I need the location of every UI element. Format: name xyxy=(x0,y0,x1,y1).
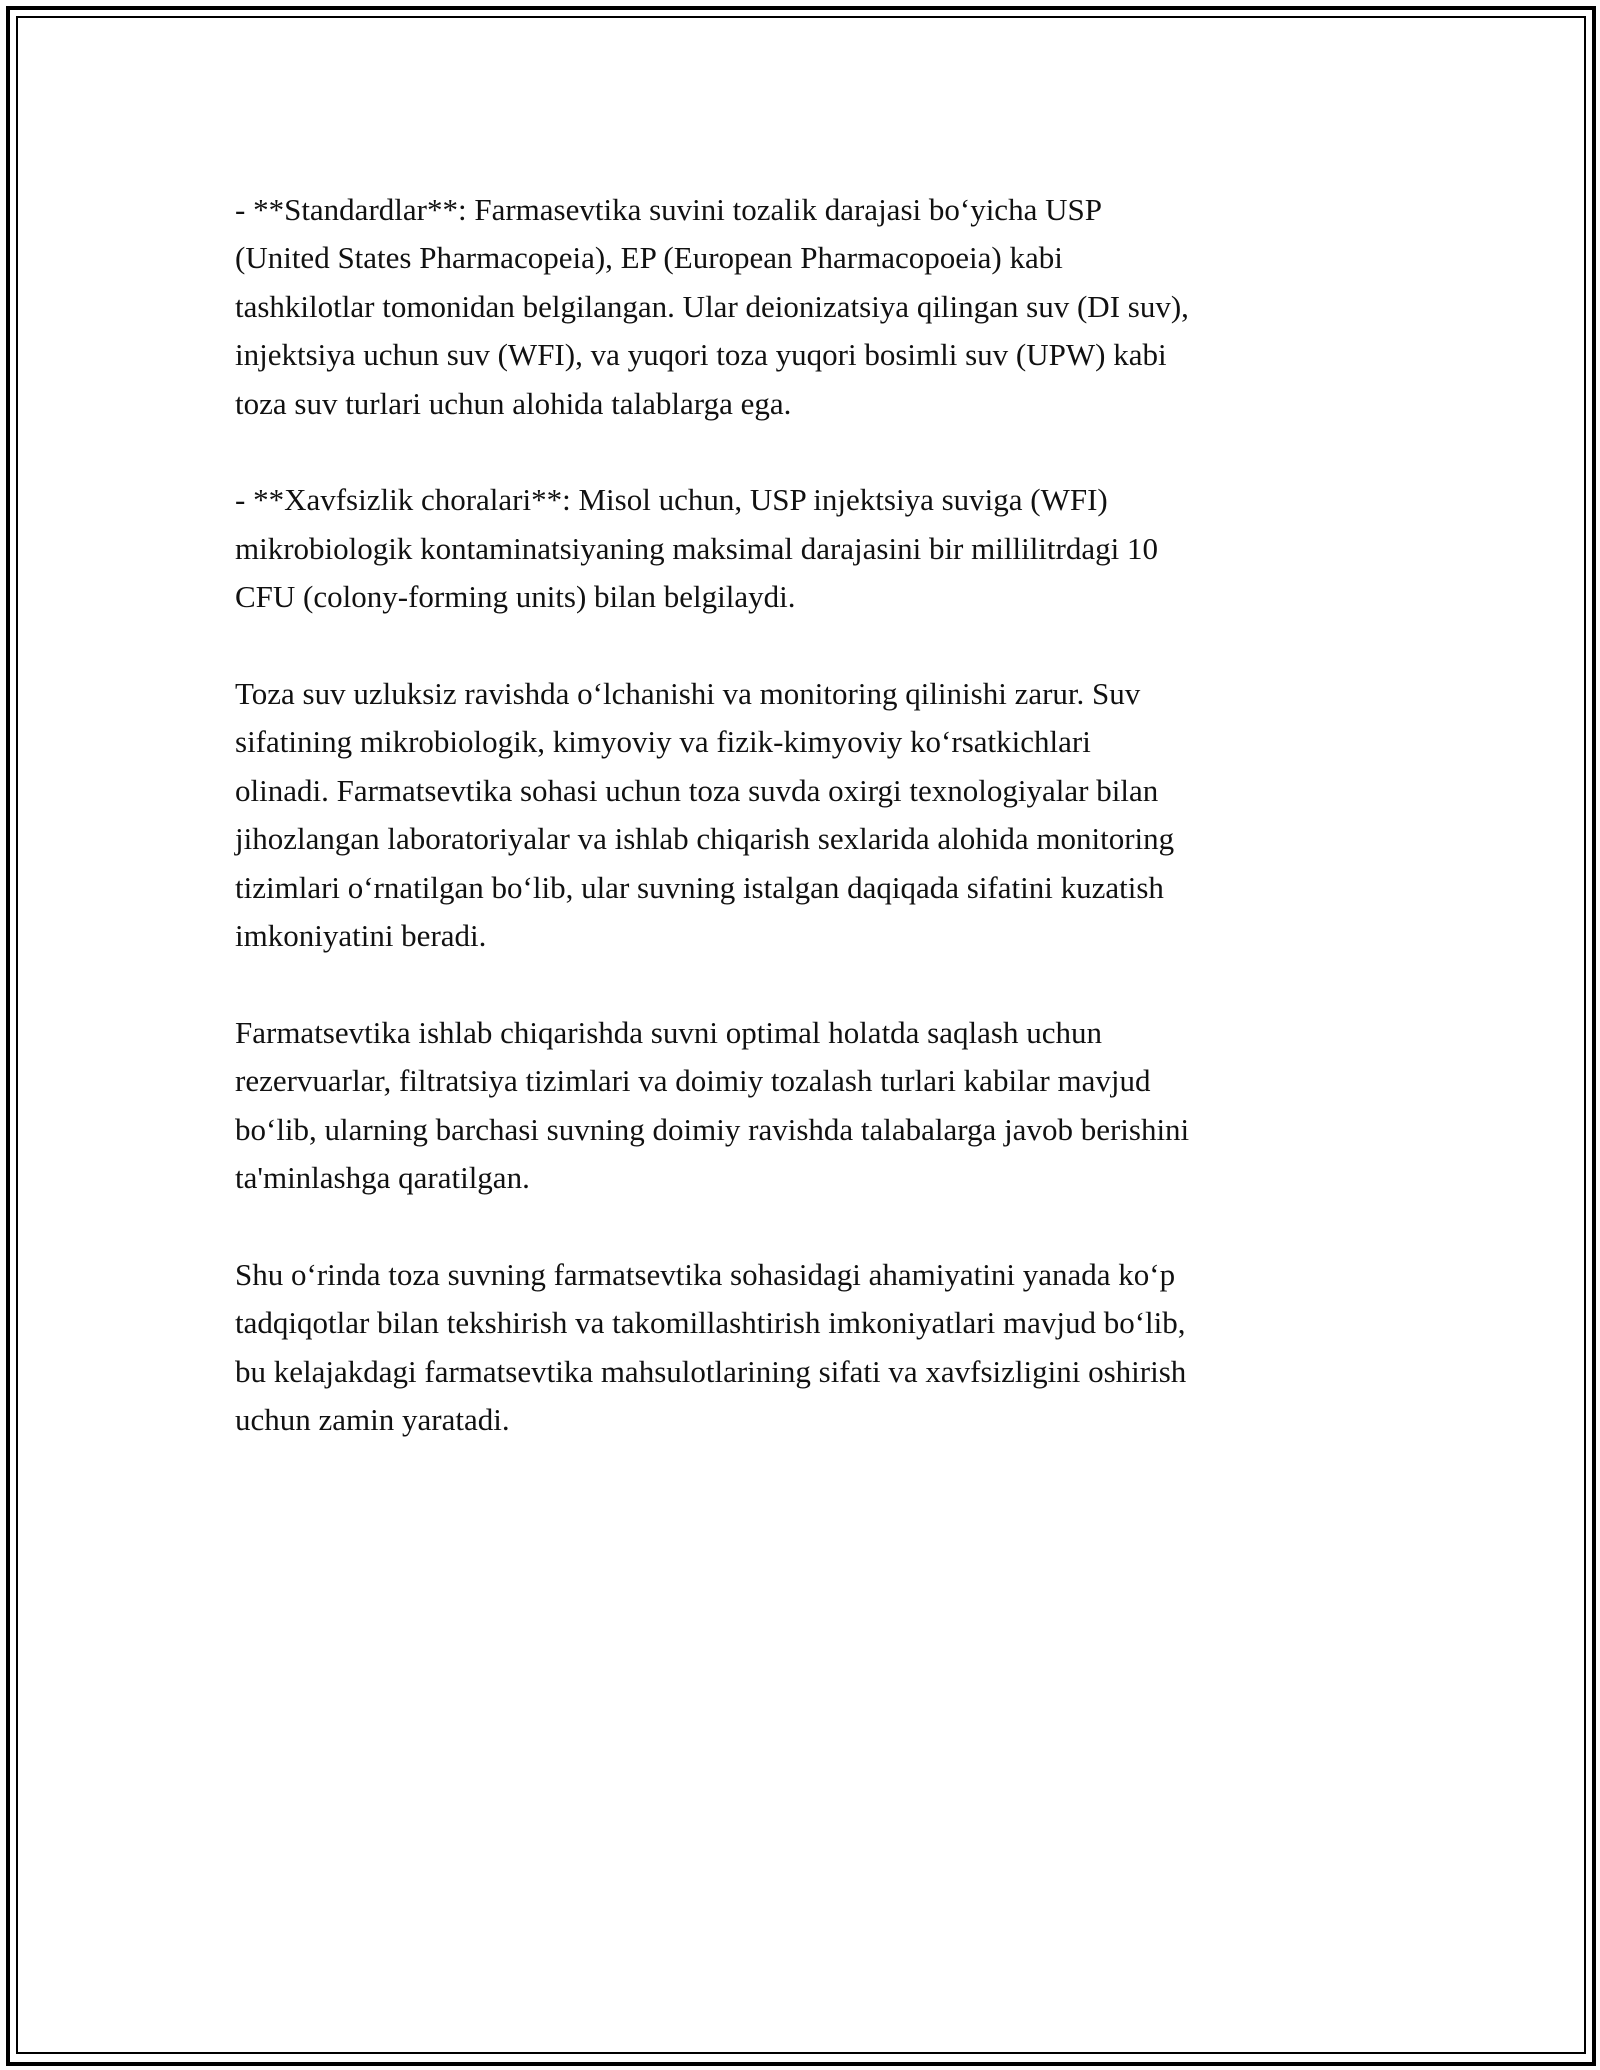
paragraph-conclusion: Shu o‘rinda toza suvning farmatsevtika sohasidagi ahamiyatini yanada ko‘p tadqiqotlar bilan tekshirish va takomillashtirish imkoniyatlari mavjud bo‘lib, bu kelajakdagi farmatsevtika mahsulotlarining sifati va xavfsizligini oshirish uchun zamin yaratadi. xyxy=(235,1256,1187,1438)
paragraph-storage: Farmatsevtika ishlab chiqarishda suvni optimal holatda saqlash uchun rezervuarlar, filtratsiya tizimlari va doimiy tozalash turlari kabilar mavjud bo‘lib, ularning barchasi suvning doimiy ravishda talabalarga javob berishini ta'minlashga qaratilgan. xyxy=(235,1014,1190,1196)
document-body xyxy=(235,186,1375,1493)
paragraph-standards: - **Standardlar**: Farmasevtika suvini tozalik darajasi bo‘yicha USP (United States Pharmacopeia), EP (European Pharmacopoeia) kabi tashkilotlar tomonidan belgilangan. Ular deionizatsiya qilingan suv (DI suv), injektsiya uchun suv (WFI), va yuqori toza yuqori bosimli suv (UPW) kabi toza suv turlari uchun alohida talablarga ega. xyxy=(235,192,1189,421)
paragraph-monitoring: Toza suv uzluksiz ravishda o‘lchanishi va monitoring qilinishi zarur. Suv sifatining mikrobiologik, kimyoviy va fizik-kimyoviy ko‘rsatkichlari olinadi. Farmatsevtika sohasi uchun toza suvda oxirgi texnologiyalar bilan jihozlangan laboratoriyalar va ishlab chiqarish sexlarida alohida monitoring tizimlari o‘rnatilgan bo‘lib, ular suvning istalgan daqiqada sifatini kuzatish imkoniyatini beradi. xyxy=(235,676,1175,954)
paragraph-safety-measures: - **Xavfsizlik choralari**: Misol uchun, USP injektsiya suviga (WFI) mikrobiologik kontaminatsiyaning maksimal darajasini bir millilitrdagi 10 CFU (colony-forming units) bilan belgilaydi. xyxy=(235,482,1158,615)
